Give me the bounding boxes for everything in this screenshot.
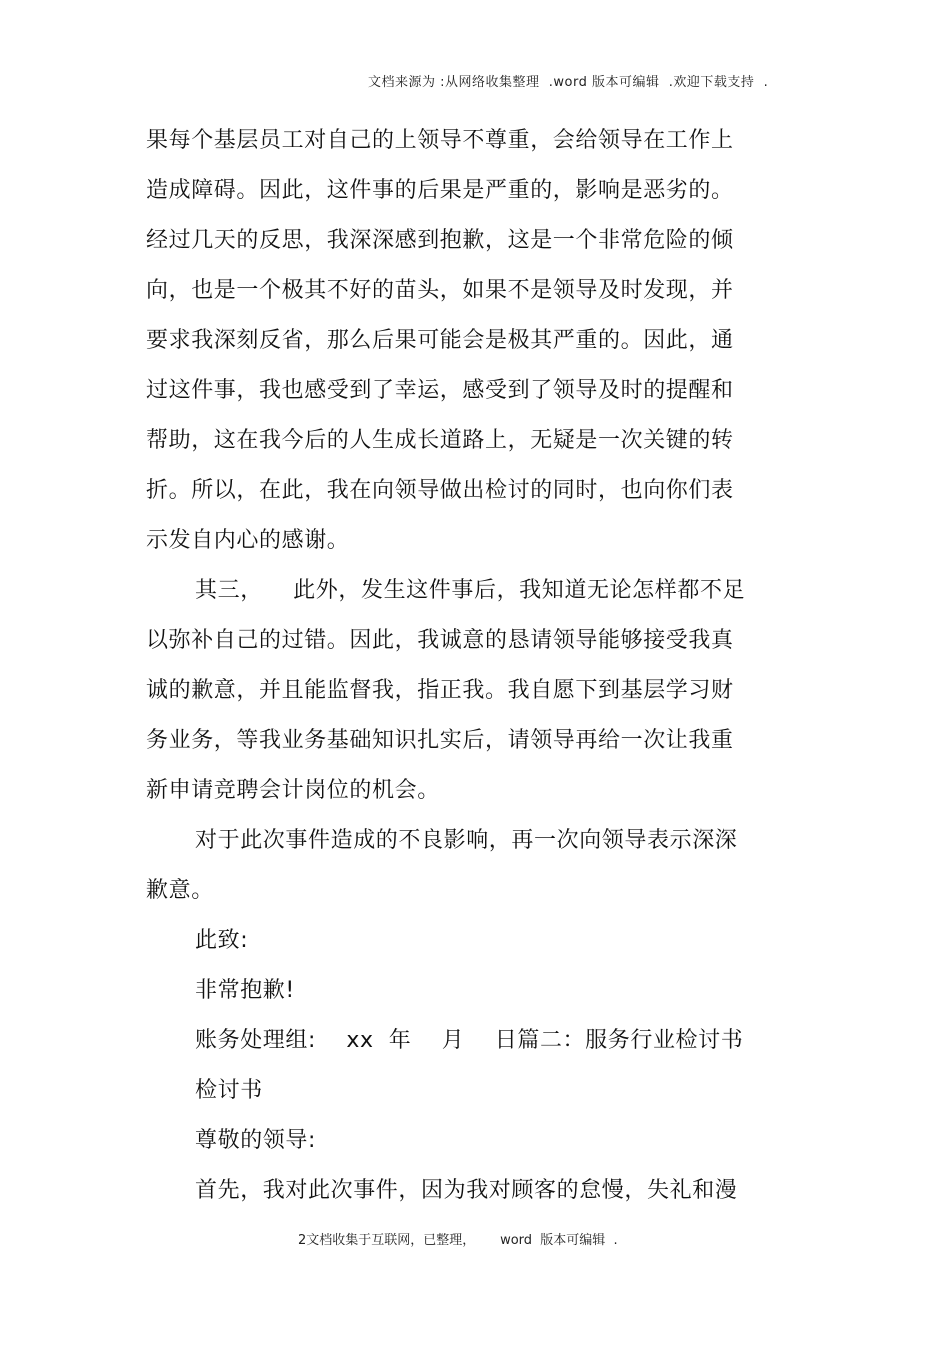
body-line: 折。所以，在此，我在向领导做出检讨的同时，也向你们表 <box>146 478 734 503</box>
body-line: 经过几天的反思，我深深感到抱歉，这是一个非常危险的倾 <box>146 228 734 253</box>
body-line: 向，也是一个极其不好的苗头，如果不是领导及时发现，并 <box>146 278 734 303</box>
body-line: 此致: <box>195 928 249 953</box>
page-footer: 2文档收集于互联网，已整理， word 版本可编辑 . <box>298 1233 618 1248</box>
body-line: 以弥补自己的过错。因此，我诚意的恳请领导能够接受我真 <box>146 628 734 653</box>
body-line: 示发自内心的感谢。 <box>146 528 350 553</box>
body-line: 帮助，这在我今后的人生成长道路上，无疑是一次关键的转 <box>146 428 734 453</box>
body-line: 过这件事，我也感受到了幸运，感受到了领导及时的提醒和 <box>146 378 734 403</box>
body-line: 其三， 此外，发生这件事后，我知道无论怎样都不足 <box>195 578 746 603</box>
page-header: 文档来源为 :从网络收集整理 .word 版本可编辑 .欢迎下载支持 . <box>368 75 769 90</box>
body-line: 要求我深刻反省，那么后果可能会是极其严重的。因此，通 <box>146 328 734 353</box>
body-line: 造成障碍。因此，这件事的后果是严重的，影响是恶劣的。 <box>146 178 734 203</box>
body-line: 非常抱歉! <box>195 978 295 1003</box>
body-line: 务业务，等我业务基础知识扎实后，请领导再给一次让我重 <box>146 728 734 753</box>
body-line: 检讨书 <box>195 1078 263 1103</box>
body-line: 首先，我对此次事件，因为我对顾客的怠慢，失礼和漫 <box>195 1178 738 1203</box>
body-line: 诚的歉意，并且能监督我，指正我。我自愿下到基层学习财 <box>146 678 734 703</box>
body-line: 账务处理组: xx 年 月 日篇二：服务行业检讨书 <box>195 1028 744 1053</box>
body-line: 对于此次事件造成的不良影响，再一次向领导表示深深 <box>195 828 738 853</box>
body-line: 尊敬的领导: <box>195 1128 317 1153</box>
body-line: 歉意。 <box>146 878 214 903</box>
body-line: 新申请竞聘会计岗位的机会。 <box>146 778 440 803</box>
body-line: 果每个基层员工对自己的上领导不尊重，会给领导在工作上 <box>146 128 734 153</box>
